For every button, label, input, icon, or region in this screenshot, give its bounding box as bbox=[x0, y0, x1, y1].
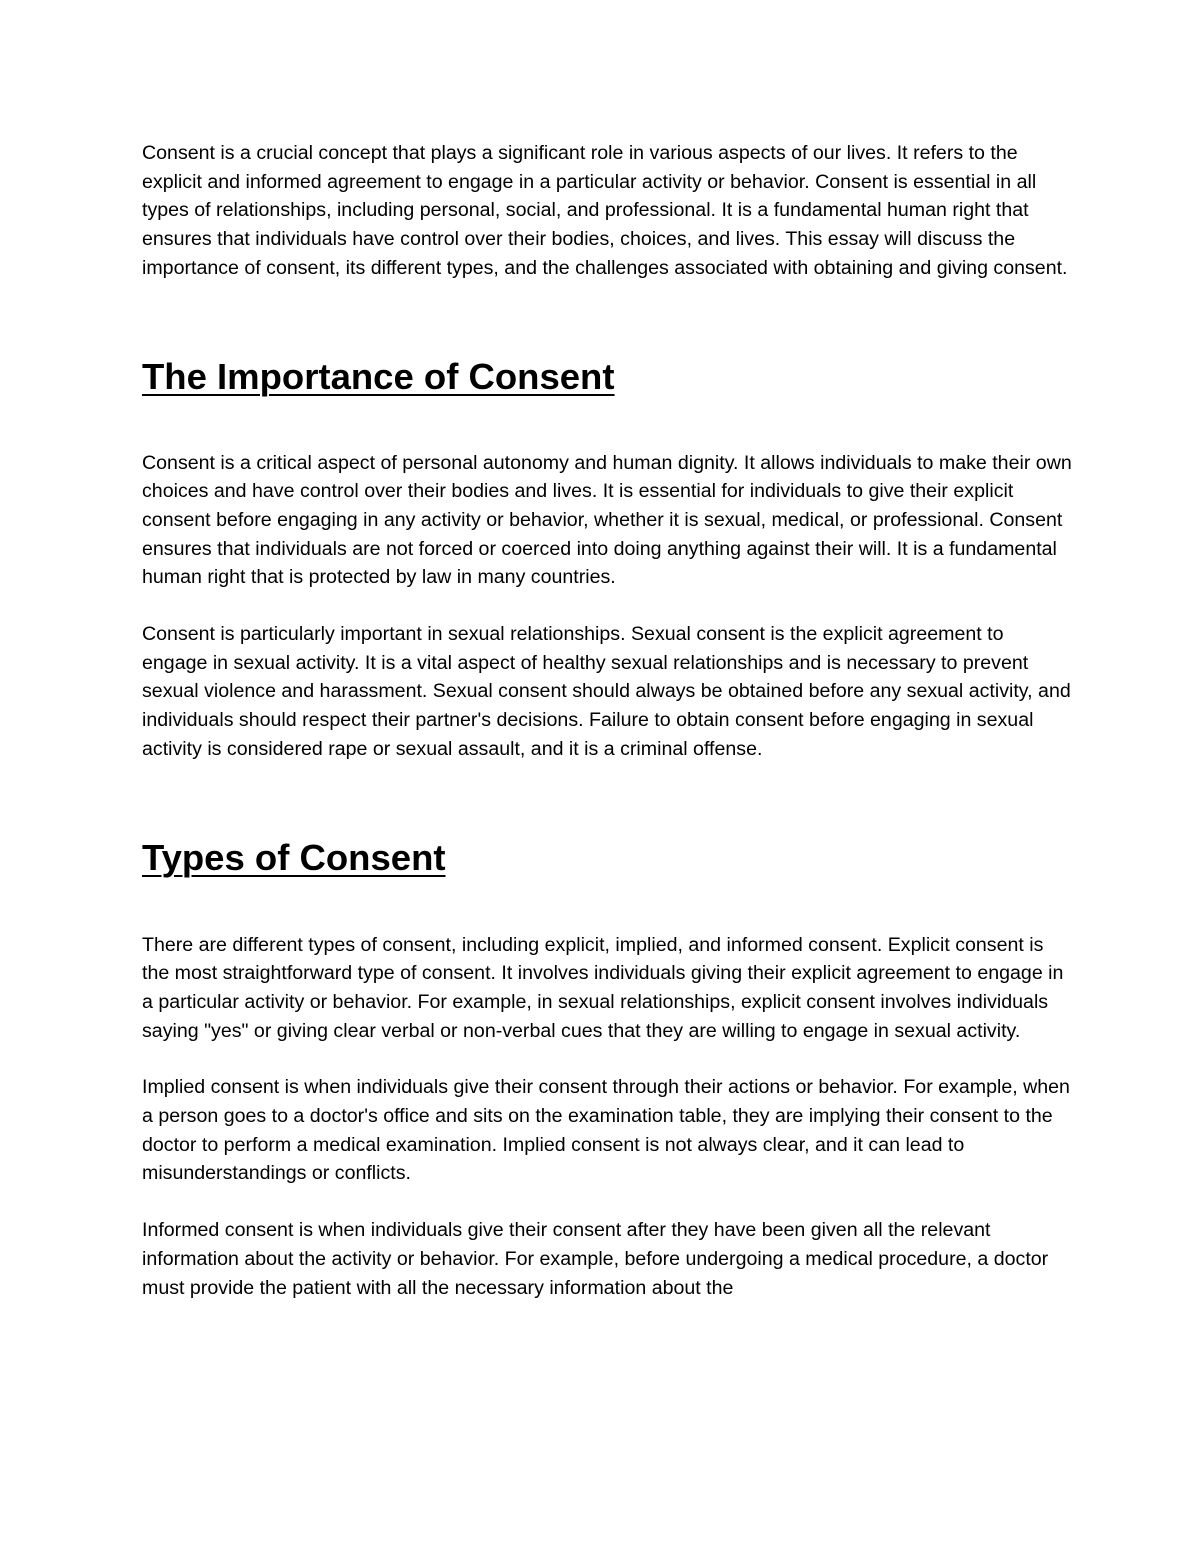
importance-paragraph-1: Consent is a critical aspect of personal autonomy and human dignity. It allows individuals to make their own choices and have control over their bodies and lives. It is essential for individuals to give their explicit consent before engaging in any activity or behavior, whether it is sexual, medical, or professional. Consent ensures that individuals are not forced or coerced into doing anything against their will. It is a fundamental human right that is protected by law in many countries. bbox=[142, 451, 1072, 589]
types-paragraph-3: Informed consent is when individuals give their consent after they have been given all the relevant information about the activity or behavior. For example, before undergoing a medical procedure, a doctor must provide the patient with all the necessary information about the bbox=[142, 1219, 1049, 1299]
document-page bbox=[142, 139, 1072, 1302]
importance-paragraph-2: Consent is particularly important in sexual relationships. Sexual consent is the explicit agreement to engage in sexual activity. It is a vital aspect of healthy sexual relationships and is necessary to prevent sexual violence and harassment. Sexual consent should always be obtained before any sexual activity, and individuals should respect their partner's decisions. Failure to obtain consent before engaging in sexual activity is considered rape or sexual assault, and it is a criminal offense. bbox=[142, 623, 1071, 760]
section-heading-importance: The Importance of Consent bbox=[142, 355, 615, 397]
intro-paragraph: Consent is a crucial concept that plays a significant role in various aspects of our lives. It refers to the explicit and informed agreement to engage in a particular activity or behavior. Consent is essential in all types of relationships, including personal, social, and professional. It is a fundamental human right that ensures that individuals have control over their bodies, choices, and lives. This essay will discuss the importance of consent, its different types, and the challenges associated with obtaining and giving consent. bbox=[142, 142, 1068, 279]
types-paragraph-1: There are different types of consent, including explicit, implied, and informed consent. Explicit consent is the most straightforward type of consent. It involves individuals giving their explicit agreement to engage in a particular activity or behavior. For example, in sexual relationships, explicit consent involves individuals saying "yes" or giving clear verbal or non-verbal cues that they are willing to engage in sexual activity. bbox=[142, 933, 1064, 1042]
types-paragraph-2: Implied consent is when individuals give their consent through their actions or behavior. For example, when a person goes to a doctor's office and sits on the examination table, they are implying their consent to the doctor to perform a medical examination. Implied consent is not always clear, and it can lead to misunderstandings or conflicts. bbox=[142, 1076, 1070, 1185]
section-heading-types: Types of Consent bbox=[142, 836, 446, 878]
